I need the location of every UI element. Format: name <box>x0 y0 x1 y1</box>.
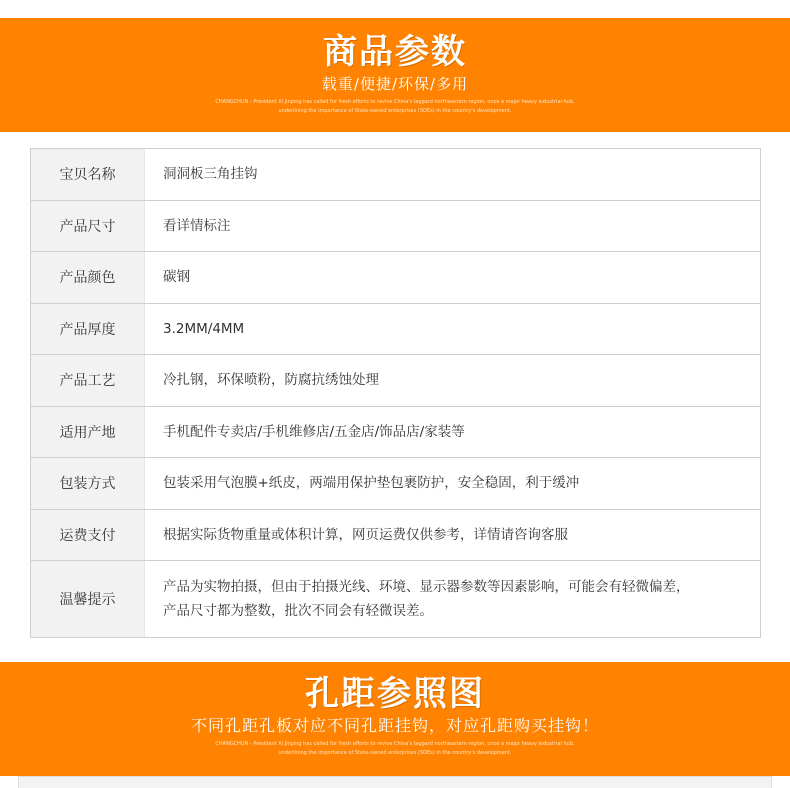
spec-row-packaging <box>31 458 760 510</box>
hole-spacing-banner <box>0 662 790 776</box>
spec-value: 冷扎钢，环保喷粉，防腐抗绣蚀处理 <box>163 372 379 389</box>
product-params-subtitle: 载重/便捷/环保/多用 <box>321 75 469 93</box>
banner-fine-text-2: underlining the importance of State-owned enterprises (SOEs) in the country's development. <box>278 108 512 114</box>
spec-row-color <box>31 252 760 304</box>
spec-label: 温馨提示 <box>31 561 145 637</box>
spec-label: 产品颜色 <box>31 252 145 303</box>
notice-line-1: 产品为实物拍摄，但由于拍摄光线、环境、显示器参数等因素影响，可能会有轻微偏差， <box>163 579 690 595</box>
notice-line-2: 产品尺寸都为整数，批次不同会有轻微误差。 <box>163 603 433 619</box>
hole-spacing-title: 孔距参照图 <box>305 674 485 714</box>
spec-value: 3.2MM/4MM <box>163 320 245 337</box>
product-params-title: 商品参数 <box>323 32 467 72</box>
spec-row-name <box>31 149 760 201</box>
spec-value: 洞洞板三角挂钩 <box>163 166 258 183</box>
spec-row-notice <box>31 561 760 638</box>
spec-label: 产品厚度 <box>31 304 145 355</box>
spec-value: 看详情标注 <box>163 217 231 234</box>
spec-value: 包装采用气泡膜+纸皮，两端用保护垫包裹防护，安全稳固，利于缓冲 <box>163 475 580 492</box>
product-params-banner <box>0 18 790 132</box>
content-frame-edge <box>18 776 772 788</box>
spec-row-usage <box>31 407 760 459</box>
spec-value: 根据实际货物重量或体积计算，网页运费仅供参考，详情请咨询客服 <box>163 526 568 543</box>
spec-value: 手机配件专卖店/手机维修店/五金店/饰品店/家装等 <box>163 423 465 440</box>
spec-row-process <box>31 355 760 407</box>
spec-table <box>30 148 761 638</box>
spec-row-thickness <box>31 304 760 356</box>
banner-fine-text-2: underlining the importance of State-owned enterprises (SOEs) in the country's development. <box>278 750 512 756</box>
spec-value <box>145 561 760 637</box>
banner-fine-text-1: CHANGCHUN - President Xi Jinping has called for fresh efforts to revive China's laggard northeastern region, once a major heavy industrial hub, <box>215 99 575 105</box>
spec-label: 产品尺寸 <box>31 201 145 252</box>
banner-fine-text-1: CHANGCHUN - President Xi Jinping has called for fresh efforts to revive China's laggard northeastern region, once a major heavy industrial hub, <box>215 741 575 747</box>
spec-row-shipping <box>31 510 760 562</box>
hole-spacing-subtitle: 不同孔距孔板对应不同孔距挂钩，对应孔距购买挂钩！ <box>190 716 599 735</box>
spec-label: 宝贝名称 <box>31 149 145 200</box>
spec-value: 碳钢 <box>163 269 190 286</box>
spec-label: 适用产地 <box>31 407 145 458</box>
spec-label: 运费支付 <box>31 510 145 561</box>
spec-label: 产品工艺 <box>31 355 145 406</box>
spec-label: 包装方式 <box>31 458 145 509</box>
spec-row-size <box>31 201 760 253</box>
